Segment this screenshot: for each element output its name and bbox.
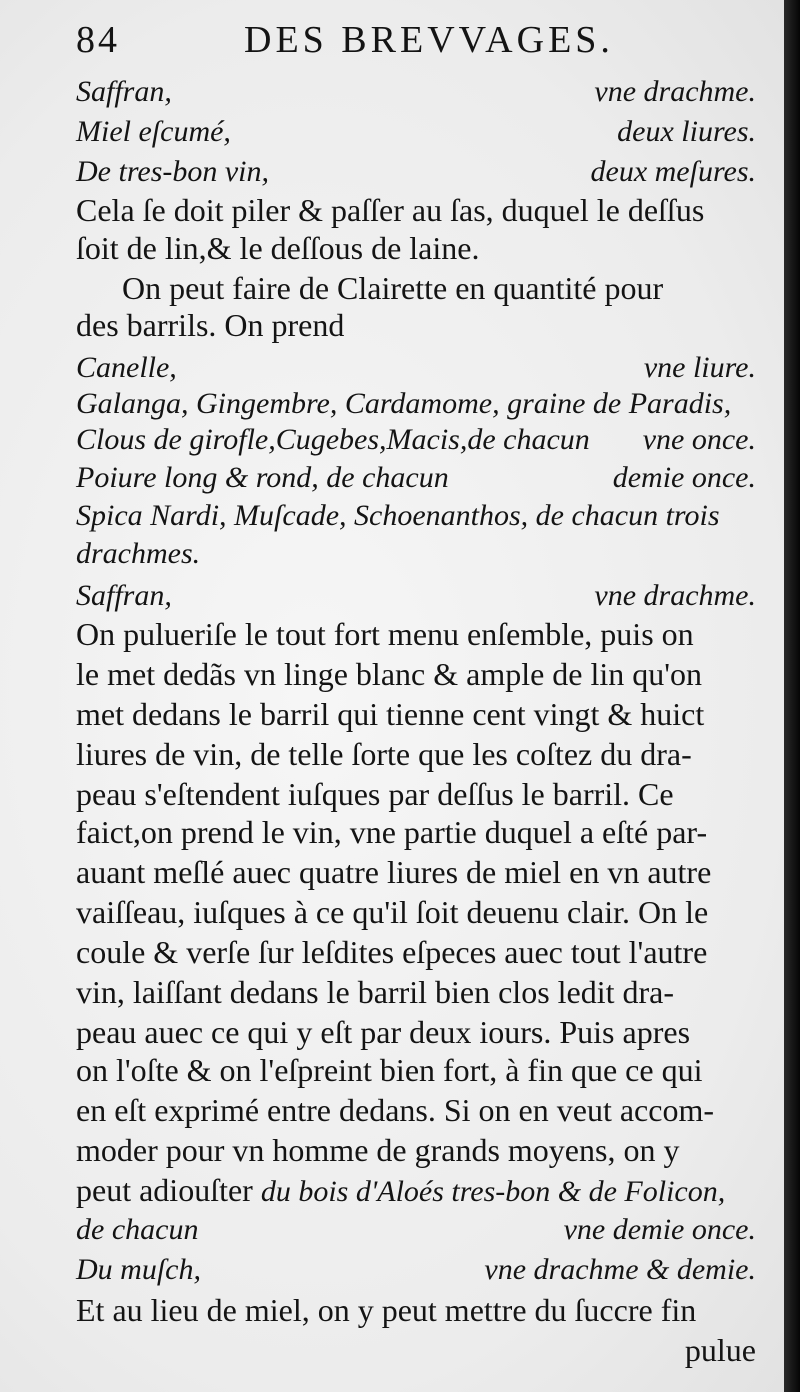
italic-text: du bois d'Aloés tres-bon & de Folicon, xyxy=(260,1175,726,1208)
ingredient-quantity: vne once. xyxy=(642,423,756,456)
text-line: met dedans le barril qui tienne cent vingt & huict xyxy=(76,696,705,732)
ingredient-quantity: vne drachme. xyxy=(594,75,756,108)
page-number: 84 xyxy=(76,19,120,61)
ingredient-quantity: deux liures. xyxy=(617,115,756,148)
ingredient-list-line: drachmes. xyxy=(76,537,201,570)
ingredient-quantity: demie once. xyxy=(612,461,756,494)
paragraph-first-line: On peut faire de Clairette en quantité pour xyxy=(122,270,664,306)
text-line: le met dedãs vn linge blanc & ample de lin qu'on xyxy=(76,656,703,692)
text-line: on l'oſte & on l'eſpreint bien fort, à fin que ce qui xyxy=(76,1052,703,1088)
text-line: liures de vin, de telle ſorte que les coſtez du dra- xyxy=(76,736,692,772)
text-line: Cela ſe doit piler & paſſer au ſas, duquel le deſſus xyxy=(76,192,705,228)
ingredient-name: Miel eſcumé, xyxy=(76,115,231,148)
text-line: peau s'eſtendent iuſques par deſſus le barril. Ce xyxy=(76,776,674,812)
running-title: DES BREVVAGES. xyxy=(244,19,614,61)
text-line: en eſt exprimé entre dedans. Si on en veut accom- xyxy=(76,1092,714,1128)
ingredient-quantity: vne drachme & demie. xyxy=(484,1253,756,1286)
text-line: peau auec ce qui y eſt par deux iours. Puis apres xyxy=(76,1014,691,1050)
ingredient-list-line: Galanga, Gingembre, Cardamome, graine de Paradis, xyxy=(76,387,732,420)
text-line: des barrils. On prend xyxy=(76,307,345,343)
ingredient-quantity: deux meſures. xyxy=(590,155,756,188)
ingredient-quantity: vne liure. xyxy=(643,351,756,384)
text-line: moder pour vn homme de grands moyens, on y xyxy=(76,1132,680,1168)
ingredient-name: Du muſch, xyxy=(76,1253,201,1286)
ingredient-name: De tres-bon vin, xyxy=(76,155,270,188)
ingredient-name: Saffran, xyxy=(76,75,172,108)
text-line: vaiſſeau, iuſques à ce qu'il ſoit deuenu clair. On le xyxy=(76,894,709,930)
text-line: vin, laiſſant dedans le barril bien clos ledit dra- xyxy=(76,974,675,1010)
mixed-line xyxy=(76,1170,756,1212)
ingredient-quantity: vne demie once. xyxy=(563,1213,756,1246)
text-line: auant meſlé auec quatre liures de miel en vn autre xyxy=(76,854,712,890)
ingredient-name: Poiure long & rond, de chacun xyxy=(76,461,449,494)
text-line: Et au lieu de miel, on y peut mettre du ſuccre fin xyxy=(76,1292,697,1328)
ingredient-quantity: vne drachme. xyxy=(594,579,756,612)
ingredient-name: de chacun xyxy=(76,1213,199,1246)
text-line: ſoit de lin,& le deſſous de laine. xyxy=(76,230,480,266)
page-header xyxy=(76,18,756,64)
page-edge xyxy=(784,0,800,1392)
ingredient-name: Canelle, xyxy=(76,351,177,384)
ingredient-list-line: Spica Nardi, Muſcade, Schoenanthos, de chacun trois xyxy=(76,499,720,532)
ingredient-name: Clous de girofle,Cugebes,Macis,de chacun xyxy=(76,423,590,456)
text-line: faict,on prend le vin, vne partie duquel a eſté par- xyxy=(76,814,708,850)
text-line: On pulueriſe le tout fort menu enſemble, puis on xyxy=(76,616,694,652)
ingredient-name: Saffran, xyxy=(76,579,172,612)
text-line: coule & verſe ſur leſdites eſpeces auec tout l'autre xyxy=(76,934,708,970)
catchword: pulue xyxy=(684,1332,756,1368)
roman-text: peut adiouſter xyxy=(76,1172,261,1208)
